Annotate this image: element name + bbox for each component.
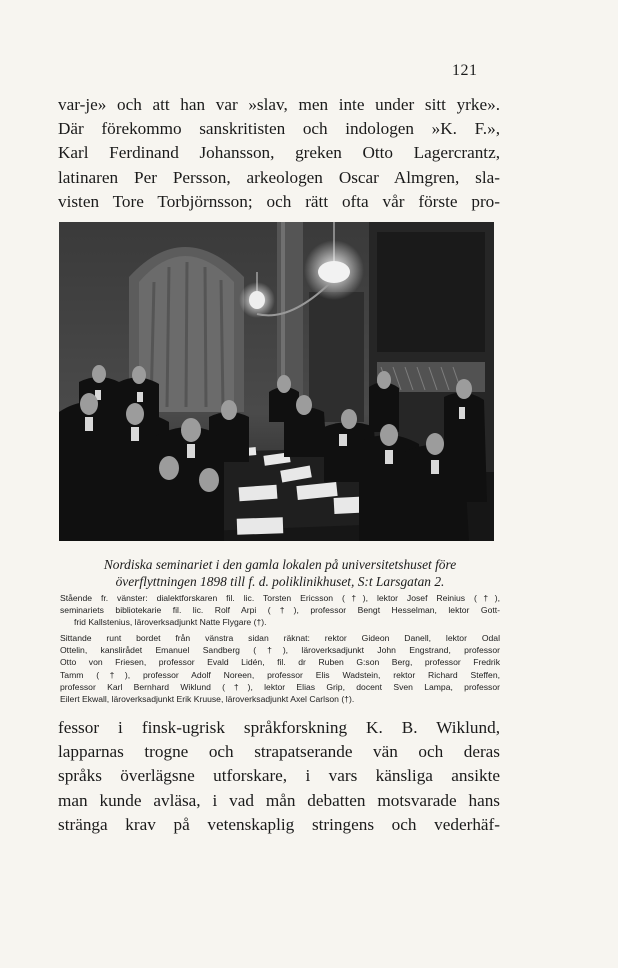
text-line: språks överlägsne utforskare, i vars känsliga ansikte bbox=[58, 766, 500, 786]
text-line: fessor i finsk-ugrisk språkforskning K. B. Wiklund, bbox=[58, 718, 500, 737]
text-line: latinaren Per Persson, arkeologen Oscar Almgren, sla- bbox=[58, 167, 500, 187]
caption-title-line: överflyttningen 1898 till f. d. poliklinikhuset, S:t Larsgatan 2. bbox=[115, 574, 445, 589]
caption-line: Ottelin, kanslirådet Emanuel Sandberg (†), läroverksadjunkt John Engstrand, professor bbox=[60, 645, 500, 656]
caption-line: seminariets bibliotekarie fil. lic. Rolf Arpi (†), professor Bengt Hesselman, lektor Gott- bbox=[60, 605, 500, 616]
caption-title bbox=[60, 556, 500, 590]
caption-line: Tamm (†), professor Adolf Noreen, professor Elis Wadstein, rektor Richard Steffen, bbox=[60, 669, 500, 680]
text-line: visten Tore Torbjörnsson; och rätt ofta vår förste pro- bbox=[58, 191, 500, 211]
caption-line: professor Karl Bernhard Wiklund (†), lektor Elias Grip, docent Sven Lampa, professor bbox=[60, 681, 500, 692]
text-line: Karl Ferdinand Johansson, greken Otto Lagercrantz, bbox=[58, 143, 500, 163]
group-photograph bbox=[59, 222, 494, 541]
caption-title-line: Nordiska seminariet i den gamla lokalen på universitetshuset före bbox=[103, 557, 457, 572]
caption-sitting bbox=[60, 632, 500, 705]
bottom-paragraph bbox=[58, 716, 500, 837]
text-line: Där förekommo sanskritisten och indologen »K. F.», bbox=[58, 119, 500, 139]
caption-standing bbox=[60, 592, 500, 629]
text-line: lapparnas trogne och strapatserande vän och deras bbox=[58, 742, 500, 762]
caption-line: frid Kallstenius, läroverksadjunkt Natte Flygare (†). bbox=[74, 617, 267, 628]
caption-line: Sittande runt bordet från vänstra sidan räknat: rektor Gideon Danell, lektor Odal bbox=[60, 633, 500, 643]
caption-line: Stående fr. vänster: dialektforskaren fil. lic. Torsten Ericsson (†), lektor Josef Reinius (†), bbox=[60, 593, 500, 603]
top-paragraph bbox=[58, 93, 500, 214]
caption-line: Otto von Friesen, professor Evald Lidén, fil. dr Ruben G:son Berg, professor Fredrik bbox=[60, 657, 500, 668]
page-number: 121 bbox=[452, 62, 478, 79]
text-line: man kunde avläsa, i vad mån debatten motsvarade hans bbox=[58, 790, 500, 810]
text-line: stränga krav på vetenskaplig stringens och vederhäf- bbox=[58, 814, 500, 834]
photograph-illustration bbox=[59, 222, 494, 541]
text-line: var-je» och att han var »slav, men inte under sitt yrke». bbox=[58, 95, 500, 114]
caption-line: Eilert Ekwall, läroverksadjunkt Erik Kruuse, läroverksadjunkt Axel Carlson (†). bbox=[60, 694, 355, 705]
